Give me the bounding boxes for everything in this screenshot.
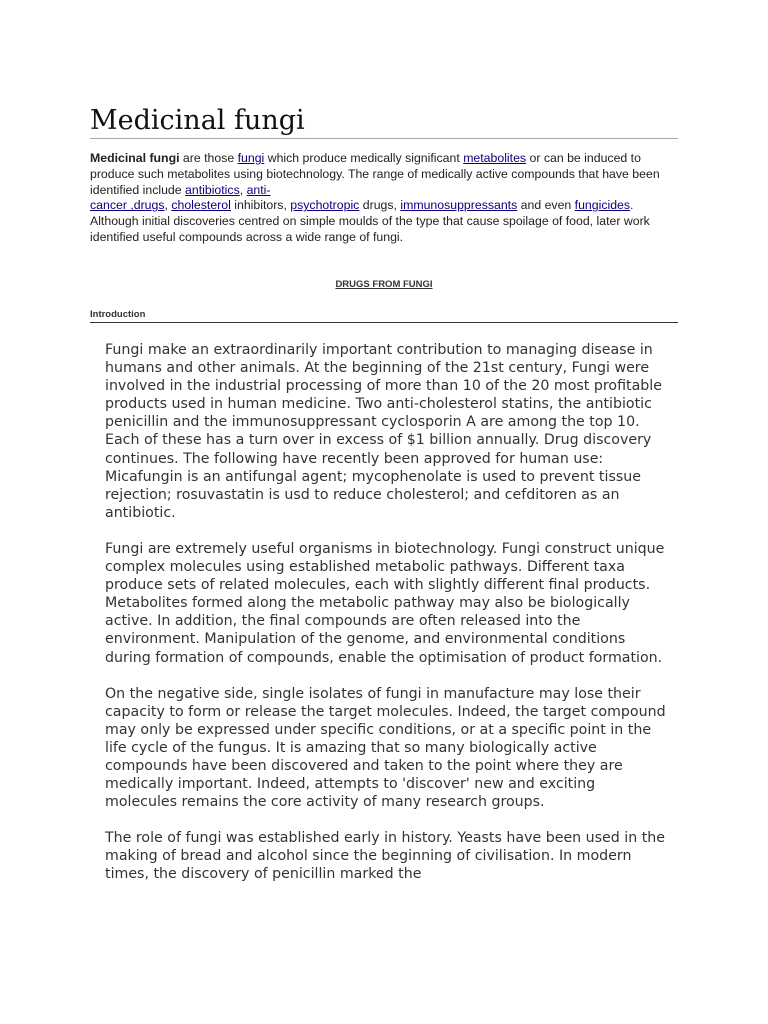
body-paragraph: On the negative side, single isolates of fungi in manufacture may lose their capacity to form or release the target molecules. Indeed, the target compound may only be expressed under specific conditions, or at a specific point in the life cycle of the fungus. It is amazing that so many biologically active compounds have been discovered and taken to the point where they are medically important. Indeed, attempts to 'discover' new and exciting molecules remains the core activity of many research groups. [105,685,666,811]
link-anti-cancer[interactable]: anti- [246,182,271,197]
link-anti-cancer-drugs[interactable]: cancer ,drugs [90,198,165,213]
link-fungicides[interactable]: fungicides [574,198,631,213]
intro-paragraph: Medicinal fungi are those fungi which produce medically significant metabolites or can be induced to produce such metabolites using biotechnology. The range of medically active compounds that have been identified include antibiotics, anti- cancer ,drugs, cholesterol inhibitors, psychotropic drugs, immunosuppressants and even fungicides. Although initial discoveries centred on simple moulds of the type that cause spoilage of food, later work identified useful compounds across a wide range of fungi. [90,151,660,244]
link-psychotropic[interactable]: psychotropic [290,198,360,213]
body-paragraph-last: The role of fungi was established early in history. Yeasts have been used in the making of bread and alcohol since the beginning of civilisation. In modern times, the discovery of penicillin marked the [105,830,666,883]
body-text [105,341,670,902]
intro-lead: Medicinal fungi [90,151,180,165]
body-paragraph: Fungi are extremely useful organisms in biotechnology. Fungi construct unique complex molecules using established metabolic pathways. Different taxa produce sets of related molecules, each with slightly different final products. Metabolites formed along the metabolic pathway may also be biologically active. In addition, the final compounds are often released into the environment. Manipulation of the genome, and environmental conditions during formation of compounds, enable the optimisation of product formation. [105,540,665,666]
link-antibiotics[interactable]: antibiotics [185,182,240,197]
link-immunosuppressants[interactable]: immunosuppressants [400,198,518,213]
title-divider [90,138,678,139]
body-paragraph: Fungi make an extraordinarily important contribution to managing disease in humans and other animals. At the beginning of the 21st century, Fungi were involved in the industrial processing of more than 10 of the 20 most profitable products used in human medicine. Two anti-cholesterol statins, the antibiotic penicillin and the immunosuppressant cyclosporin A are among the top 10. Each of these has a turn over in excess of $1 billion annually. Drug discovery continues. The following have recently been approved for human use: Micafungin is an antifungal agent; mycophenolate is used to prevent tissue rejection; rosuvastatin is usd to reduce cholesterol; and cefditoren as an antibiotic. [105,342,662,521]
link-cholesterol[interactable]: cholesterol [171,198,231,213]
subsection-heading: Introduction [90,309,146,320]
page-title: Medicinal fungi [90,105,305,136]
link-fungi[interactable]: fungi [237,151,265,165]
subsection-divider [90,322,678,323]
section-heading: DRUGS FROM FUNGI [335,279,433,290]
link-metabolites[interactable]: metabolites [463,151,527,165]
